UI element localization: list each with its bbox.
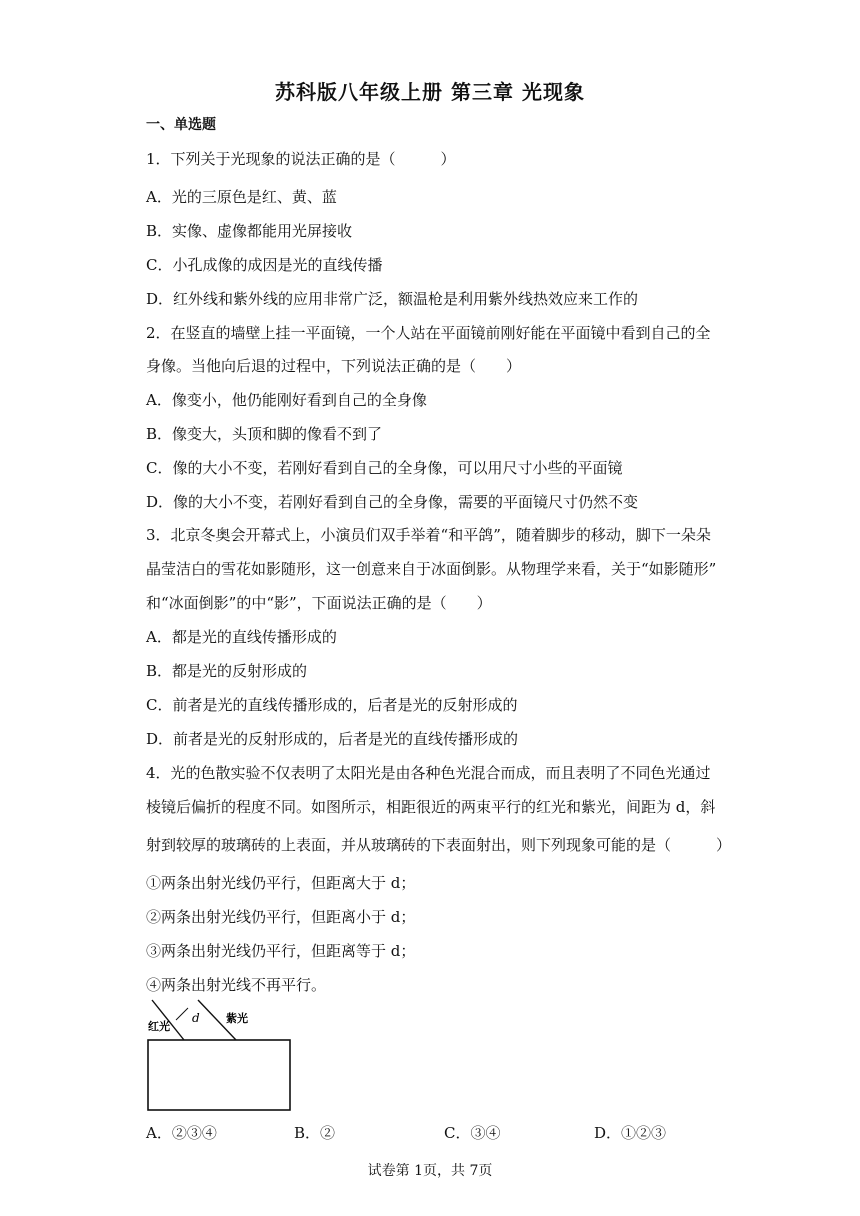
q4-option-c: C．③④: [444, 1124, 501, 1142]
q4-stem-line-1: 4．光的色散实验不仅表明了太阳光是由各种色光混合而成，而且表明了不同色光通过: [146, 764, 711, 782]
page-footer: 试卷第 1页，共 7页: [367, 1163, 493, 1179]
q4-statement-4: ④两条出射光线不再平行。: [146, 976, 327, 994]
q4-option-d: D．①②③: [594, 1124, 667, 1142]
q1-option-d: D．红外线和紫外线的应用非常广泛，额温枪是利用紫外线热效应来工作的: [146, 290, 639, 308]
q4-statement-2: ②两条出射光线仍平行，但距离小于 d；: [146, 908, 416, 926]
q2-option-b: B．像变大，头顶和脚的像看不到了: [146, 425, 383, 443]
q1-option-a: A．光的三原色是红、黄、蓝: [146, 188, 337, 206]
q2-option-d: D．像的大小不变，若刚好看到自己的全身像，需要的平面镜尺寸仍然不变: [146, 493, 639, 511]
q3-option-d: D．前者是光的反射形成的，后者是光的直线传播形成的: [146, 730, 519, 748]
q3-stem-line-2: 晶莹洁白的雪花如影随形，这一创意来自于冰面倒影。从物理学来看，关于“如影随形”: [146, 560, 717, 578]
q4-statement-1: ①两条出射光线仍平行，但距离大于 d；: [146, 874, 416, 892]
document-title: 苏科版八年级上册 第三章 光现象: [275, 80, 585, 104]
q1-stem: 1．下列关于光现象的说法正确的是（ ）: [146, 150, 456, 168]
purple-light-label: 紫光: [226, 1012, 248, 1025]
gap-label: d: [192, 1011, 200, 1025]
q4-statement-3: ③两条出射光线仍平行，但距离等于 d；: [146, 942, 416, 960]
q4-stem-line-2: 棱镜后偏折的程度不同。如图所示，相距很近的两束平行的红光和紫光，间距为 d，斜: [146, 798, 716, 816]
q4-option-b: B．②: [294, 1124, 336, 1142]
q2-option-c: C．像的大小不变，若刚好看到自己的全身像，可以用尺寸小些的平面镜: [146, 459, 623, 477]
glass-brick-figure: [140, 998, 300, 1116]
q2-option-a: A．像变小，他仍能刚好看到自己的全身像: [146, 391, 427, 409]
section-heading: 一、单选题: [146, 117, 216, 133]
gap-marker: [176, 1008, 188, 1020]
q2-stem-line-1: 2．在竖直的墙壁上挂一平面镜，一个人站在平面镜前刚好能在平面镜中看到自己的全: [146, 324, 711, 342]
red-light-label: 红光: [148, 1020, 170, 1033]
glass-brick: [148, 1040, 290, 1110]
q1-option-b: B．实像、虚像都能用光屏接收: [146, 222, 353, 240]
q3-stem-line-3: 和“冰面倒影”的中“影”，下面说法正确的是（ ）: [146, 594, 492, 612]
q3-option-c: C．前者是光的直线传播形成的，后者是光的反射形成的: [146, 696, 518, 714]
q1-option-c: C．小孔成像的成因是光的直线传播: [146, 256, 383, 274]
q3-option-a: A．都是光的直线传播形成的: [146, 628, 337, 646]
q3-stem-line-1: 3．北京冬奥会开幕式上，小演员们双手举着“和平鸽”，随着脚步的移动，脚下一朵朵: [146, 526, 711, 544]
q2-stem-line-2: 身像。当他向后退的过程中，下列说法正确的是（ ）: [146, 357, 522, 375]
q3-option-b: B．都是光的反射形成的: [146, 662, 308, 680]
q4-stem-line-3: 射到较厚的玻璃砖的上表面，并从玻璃砖的下表面射出，则下列现象可能的是（ ）: [146, 836, 732, 854]
q4-option-a: A．②③④: [146, 1124, 217, 1142]
